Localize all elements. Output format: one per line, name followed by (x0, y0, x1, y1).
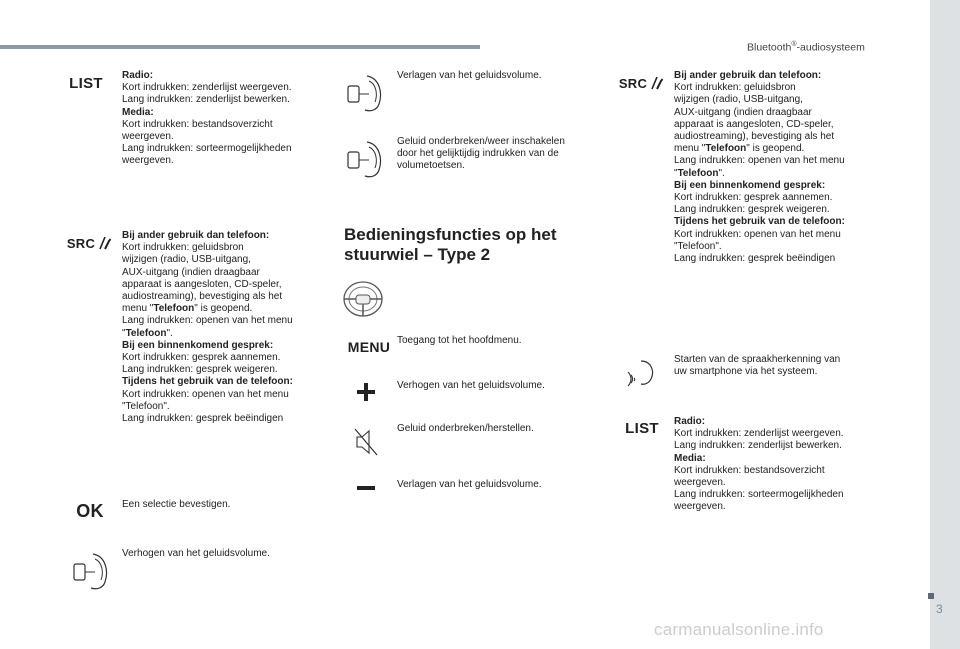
page-sidebar (930, 0, 960, 649)
page-number: 3 (936, 602, 943, 616)
list-button-icon-2: LIST (625, 419, 659, 437)
plus-button-icon (354, 380, 378, 404)
menu-button-icon: MENU (347, 339, 391, 355)
list-description: Radio: Kort indrukken: zenderlijst weergeven. Lang indrukken: zenderlijst bewerken. Media: Kort indrukken: bestandsoverzicht weergeven. Lang indrukken: sorteermogelijkheden weergeven. (122, 70, 292, 167)
vol-up-description: Verhogen van het geluidsvolume. (122, 548, 270, 559)
watermark: carmanualsonline.info (654, 620, 824, 639)
list-description-2: Radio: Kort indrukken: zenderlijst weergeven. Lang indrukken: zenderlijst bewerken. Media: Kort indrukken: bestandsoverzicht weergeven. Lang indrukken: sorteermogelijkheden weergeven. (674, 416, 844, 513)
vol-down-description: Verlagen van het geluidsvolume. (397, 70, 542, 81)
menu-description: Toegang tot het hoofdmenu. (397, 335, 522, 346)
page-marker (928, 593, 934, 599)
src-phone-button-icon-2: SRC (618, 74, 664, 92)
mute-speaker-icon (352, 426, 380, 458)
page-header-title: Bluetooth®-audiosysteem (747, 41, 865, 54)
mute-both-description: Geluid onderbreken/weer inschakelen door het gelijktijdig indrukken van de volumetoetsen. (397, 136, 565, 172)
src-phone-button-icon: SRC (66, 234, 112, 252)
steering-wheel-icon (340, 278, 386, 320)
header-rule (0, 45, 480, 49)
ok-button-icon: OK (76, 500, 104, 521)
steering-wheel-volume-up-icon (70, 550, 112, 592)
list-button-icon: LIST (69, 74, 103, 92)
voice-command-icon (624, 356, 660, 390)
ok-description: Een selectie bevestigen. (122, 499, 231, 510)
minus-description: Verlagen van het geluidsvolume. (397, 479, 542, 490)
voice-description: Starten van de spraakherkenning van uw smartphone via het systeem. (674, 354, 841, 378)
steering-wheel-volume-down-icon (344, 72, 386, 114)
steering-wheel-mute-icon (344, 138, 386, 180)
section-heading: Bedieningsfuncties op het stuurwiel – Type 2 (344, 225, 557, 264)
plus-description: Verhogen van het geluidsvolume. (397, 380, 545, 391)
src-description-2: Bij ander gebruik dan telefoon: Kort indrukken: geluidsbron wijzigen (radio, USB-uitgang, AUX-uitgang (indien draagbaar apparaat is aangesloten, CD-speler, audiostreaming), bevestiging als het menu "Telefoon" is geopend. Lang indrukken: openen van het menu "Telefoon". Bij een binnenkomend gesprek: Kort indrukken: gesprek aannemen. Lang indrukken: gesprek weigeren. Tijdens het gebruik van de telefoon: Kort indrukken: openen van het menu "Telefoon". Lang indrukken: gesprek beëindigen (674, 70, 845, 265)
minus-button-icon (354, 482, 378, 494)
mute-description: Geluid onderbreken/herstellen. (397, 423, 534, 434)
src-description: Bij ander gebruik dan telefoon: Kort indrukken: geluidsbron wijzigen (radio, USB-uitgang, AUX-uitgang (indien draagbaar apparaat is aangesloten, CD-speler, audiostreaming), bevestiging als het menu "Telefoon" is geopend. Lang indrukken: openen van het menu "Telefoon". Bij een binnenkomend gesprek: Kort indrukken: gesprek aannemen. Lang indrukken: gesprek weigeren. Tijdens het gebruik van de telefoon: Kort indrukken: openen van het menu "Telefoon". Lang indrukken: gesprek beëindigen (122, 230, 293, 425)
